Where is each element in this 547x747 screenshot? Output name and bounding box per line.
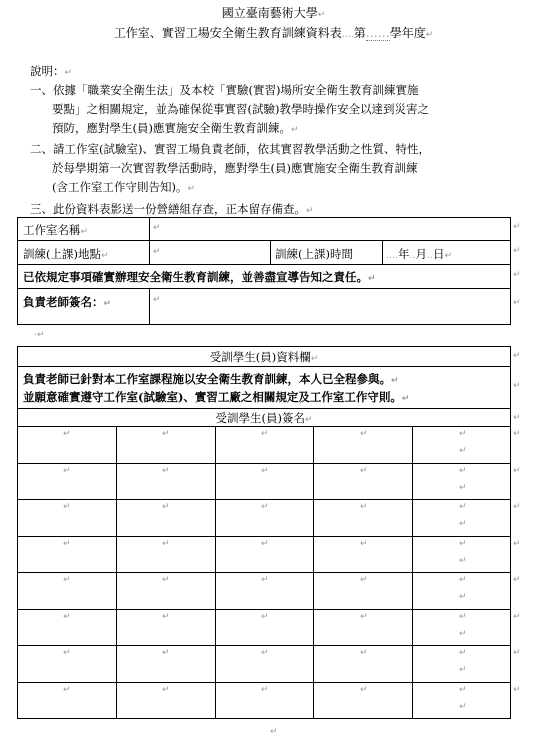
studio-name-field[interactable]: ↵ (153, 223, 161, 233)
signature-cell[interactable]: ↵ (360, 539, 368, 549)
item-line: 預防，應對學生(員)應實施安全衛生教育訓練。 (52, 121, 291, 135)
signature-cell[interactable]: ↵ (360, 502, 368, 512)
statement-2-text: 並願意確實遵守工作室(試驗室)、實習工廠之相關規定及工作室工作守則。 (23, 390, 402, 404)
date-field[interactable] (386, 246, 452, 262)
return-mark: ↵ (310, 354, 319, 364)
signature-cell[interactable]: ↵ (360, 466, 368, 476)
item-num: 二、 (30, 142, 53, 156)
title-di: 第 (353, 26, 366, 40)
location-label (23, 246, 109, 262)
return-mark: ↵ (368, 274, 376, 284)
return-mark: ↵ (80, 227, 89, 237)
signature-row-mark: ↵ (459, 483, 467, 493)
signature-cell[interactable]: ↵ (162, 429, 170, 439)
title-blank: ‥‥‥ (365, 26, 390, 40)
row-end-mark: ↵ (513, 575, 521, 585)
grid-col-line (313, 426, 314, 718)
return-mark: ↵ (64, 68, 73, 78)
signature-cell[interactable]: ↵ (459, 575, 467, 585)
studio-label-text: 工作室名稱 (23, 223, 81, 237)
declaration-text (23, 269, 376, 285)
signature-cell[interactable]: ↵ (261, 429, 269, 439)
date-blank: ‥ (409, 251, 416, 261)
signature-cell[interactable]: ↵ (63, 466, 71, 476)
date-month: 月 (415, 247, 428, 261)
date-blank: ‥‥ (386, 251, 399, 261)
item-line: 依據「職業安全衛生法」及本校「實驗(實習)場所安全衛生教育訓練實施 (53, 83, 419, 97)
teacher-sign-field[interactable]: ↵ (153, 295, 161, 305)
item-line: 請工作室(試驗室)、實習工場負責老師，依其實習教學活動之性質、特性， (53, 142, 430, 156)
signature-cell[interactable]: ↵ (162, 648, 170, 658)
signature-row-mark: ↵ (459, 556, 467, 566)
teacher-sign-label (23, 294, 111, 310)
return-mark: ↵ (290, 125, 299, 135)
signature-cell[interactable]: ↵ (63, 575, 71, 585)
signature-cell[interactable]: ↵ (162, 539, 170, 549)
trainee-title-text: 受訓學生(員)資料欄 (209, 350, 311, 364)
explain-item-2 (30, 140, 530, 199)
row-end-mark: ↵ (513, 466, 521, 476)
signature-cell[interactable]: ↵ (261, 685, 269, 695)
declaration-content: 已依規定事項確實辦理安全衛生教育訓練，並善盡宣導告知之責任。 (23, 270, 368, 284)
trainee-statement-1 (23, 371, 399, 387)
signature-cell[interactable]: ↵ (360, 685, 368, 695)
signature-row-mark: ↵ (459, 702, 467, 712)
item-num: 一、 (30, 83, 53, 97)
return-mark: ↵ (391, 376, 399, 386)
title-suffix: 學年度 (389, 26, 426, 40)
row-end-mark: ↵ (513, 298, 521, 308)
time-label-text: 訓練(上課)時間 (275, 247, 353, 261)
row-end-mark: ↵ (513, 222, 521, 232)
signature-cell[interactable]: ↵ (261, 612, 269, 622)
statement-1-text: 負責老師已針對本工作室課程施以安全衛生教育訓練，本人已全程參與。 (23, 372, 391, 386)
row-end-mark: ↵ (513, 351, 521, 361)
signature-cell[interactable]: ↵ (63, 648, 71, 658)
grid-row-line (17, 499, 511, 500)
signature-cell[interactable]: ↵ (63, 685, 71, 695)
explain-item-1 (30, 81, 530, 140)
explain-heading-text: 說明： (30, 64, 65, 78)
grid-row-line (17, 572, 511, 573)
title-dots: ‥‥ (341, 30, 354, 40)
row-end-mark: ↵ (513, 502, 521, 512)
grid-row-line (17, 645, 511, 646)
signature-cell[interactable]: ↵ (459, 648, 467, 658)
grid-col-line (215, 426, 216, 718)
signature-cell[interactable]: ↵ (63, 502, 71, 512)
grid-col-line (116, 426, 117, 718)
row-end-mark: ↵ (513, 539, 521, 549)
row-end-mark: ↵ (513, 429, 521, 439)
signature-cell[interactable]: ↵ (162, 612, 170, 622)
signature-cell[interactable]: ↵ (261, 575, 269, 585)
signature-cell[interactable]: ↵ (162, 502, 170, 512)
grid-row-line (17, 463, 511, 464)
grid-col-line (412, 426, 413, 718)
signature-cell[interactable]: ↵ (459, 539, 467, 549)
return-mark: ↵ (425, 30, 434, 40)
item-line: 要點」之相關規定，並為確保從事實習(試驗)教學時操作安全以達到災害之 (52, 102, 429, 116)
date-year: 年 (398, 247, 410, 261)
page-end-mark: ↵ (270, 727, 278, 737)
sign-title (17, 410, 511, 426)
signature-cell[interactable]: ↵ (63, 539, 71, 549)
signature-row-mark: ↵ (459, 519, 467, 529)
university-text: 國立臺南藝術大學 (221, 6, 318, 20)
row-end-mark: ↵ (513, 612, 521, 622)
signature-cell[interactable]: ↵ (162, 685, 170, 695)
return-mark: ↵ (100, 251, 109, 261)
signature-cell[interactable]: ↵ (360, 575, 368, 585)
signature-row-mark: ↵ (459, 665, 467, 675)
signature-cell[interactable]: ↵ (63, 429, 71, 439)
spacer-mark: ·↵ (34, 330, 45, 340)
signature-cell[interactable]: ↵ (162, 466, 170, 476)
return-mark: ↵ (401, 394, 410, 404)
row-end-mark: ↵ (513, 246, 521, 256)
studio-name-label (23, 222, 88, 238)
row-end-mark: ↵ (513, 648, 521, 658)
item-line: (含工作室工作守則告知)。 (52, 180, 188, 194)
return-mark: ↵ (306, 206, 314, 216)
return-mark: ↵ (444, 251, 453, 261)
date-day: 日 (433, 247, 445, 261)
signature-cell[interactable]: ↵ (459, 685, 467, 695)
return-mark: ↵ (103, 299, 112, 309)
form-title (0, 24, 547, 41)
return-mark: ↵ (304, 415, 313, 425)
trainee-section-title (17, 349, 511, 365)
return-mark: ↵ (187, 184, 196, 194)
row-end-mark: ↵ (513, 270, 521, 280)
time-label (275, 246, 353, 262)
teacher-sign-text: 負責老師簽名： (23, 295, 104, 309)
row-end-mark: ↵ (513, 381, 521, 391)
signature-cell[interactable]: ↵ (459, 429, 467, 439)
explain-heading (30, 62, 72, 83)
date-blank: ‥ (427, 251, 434, 261)
item-line: 此份資料表影送一份營繕組存查，正本留存備查。 (53, 202, 306, 216)
title-prefix: 工作室、實習工場安全衛生教育訓練資料表 (113, 26, 342, 40)
signature-cell[interactable]: ↵ (261, 648, 269, 658)
sign-title-text: 受訓學生(員)簽名 (215, 411, 305, 425)
trainee-statement-2 (23, 389, 409, 405)
signature-cell[interactable]: ↵ (360, 648, 368, 658)
signature-cell[interactable]: ↵ (261, 539, 269, 549)
location-field[interactable]: ↵ (153, 247, 161, 257)
signature-cell[interactable]: ↵ (459, 466, 467, 476)
grid-row-line (17, 536, 511, 537)
signature-cell[interactable]: ↵ (360, 429, 368, 439)
grid-row-line (17, 682, 511, 683)
item-line: 於每學期第一次實習教學活動時，應對學生(員)應實施安全衛生教育訓練 (52, 161, 418, 175)
signature-row-mark: ↵ (459, 446, 467, 456)
signature-cell[interactable]: ↵ (261, 502, 269, 512)
row-end-mark: ↵ (513, 685, 521, 695)
grid-row-line (17, 718, 511, 719)
row-end-mark: ↵ (513, 413, 521, 423)
university-name (0, 4, 547, 21)
item-num: 三、 (30, 202, 53, 216)
signature-cell[interactable]: ↵ (459, 612, 467, 622)
location-label-text: 訓練(上課)地點 (23, 247, 101, 261)
return-mark: ↵ (317, 10, 326, 20)
signature-cell[interactable]: ↵ (63, 612, 71, 622)
signature-cell[interactable]: ↵ (360, 612, 368, 622)
signature-row-mark: ↵ (459, 592, 467, 602)
signature-cell[interactable]: ↵ (459, 502, 467, 512)
signature-row-mark: ↵ (459, 629, 467, 639)
grid-row-line (17, 609, 511, 610)
signature-cell[interactable]: ↵ (162, 575, 170, 585)
signature-cell[interactable]: ↵ (261, 466, 269, 476)
